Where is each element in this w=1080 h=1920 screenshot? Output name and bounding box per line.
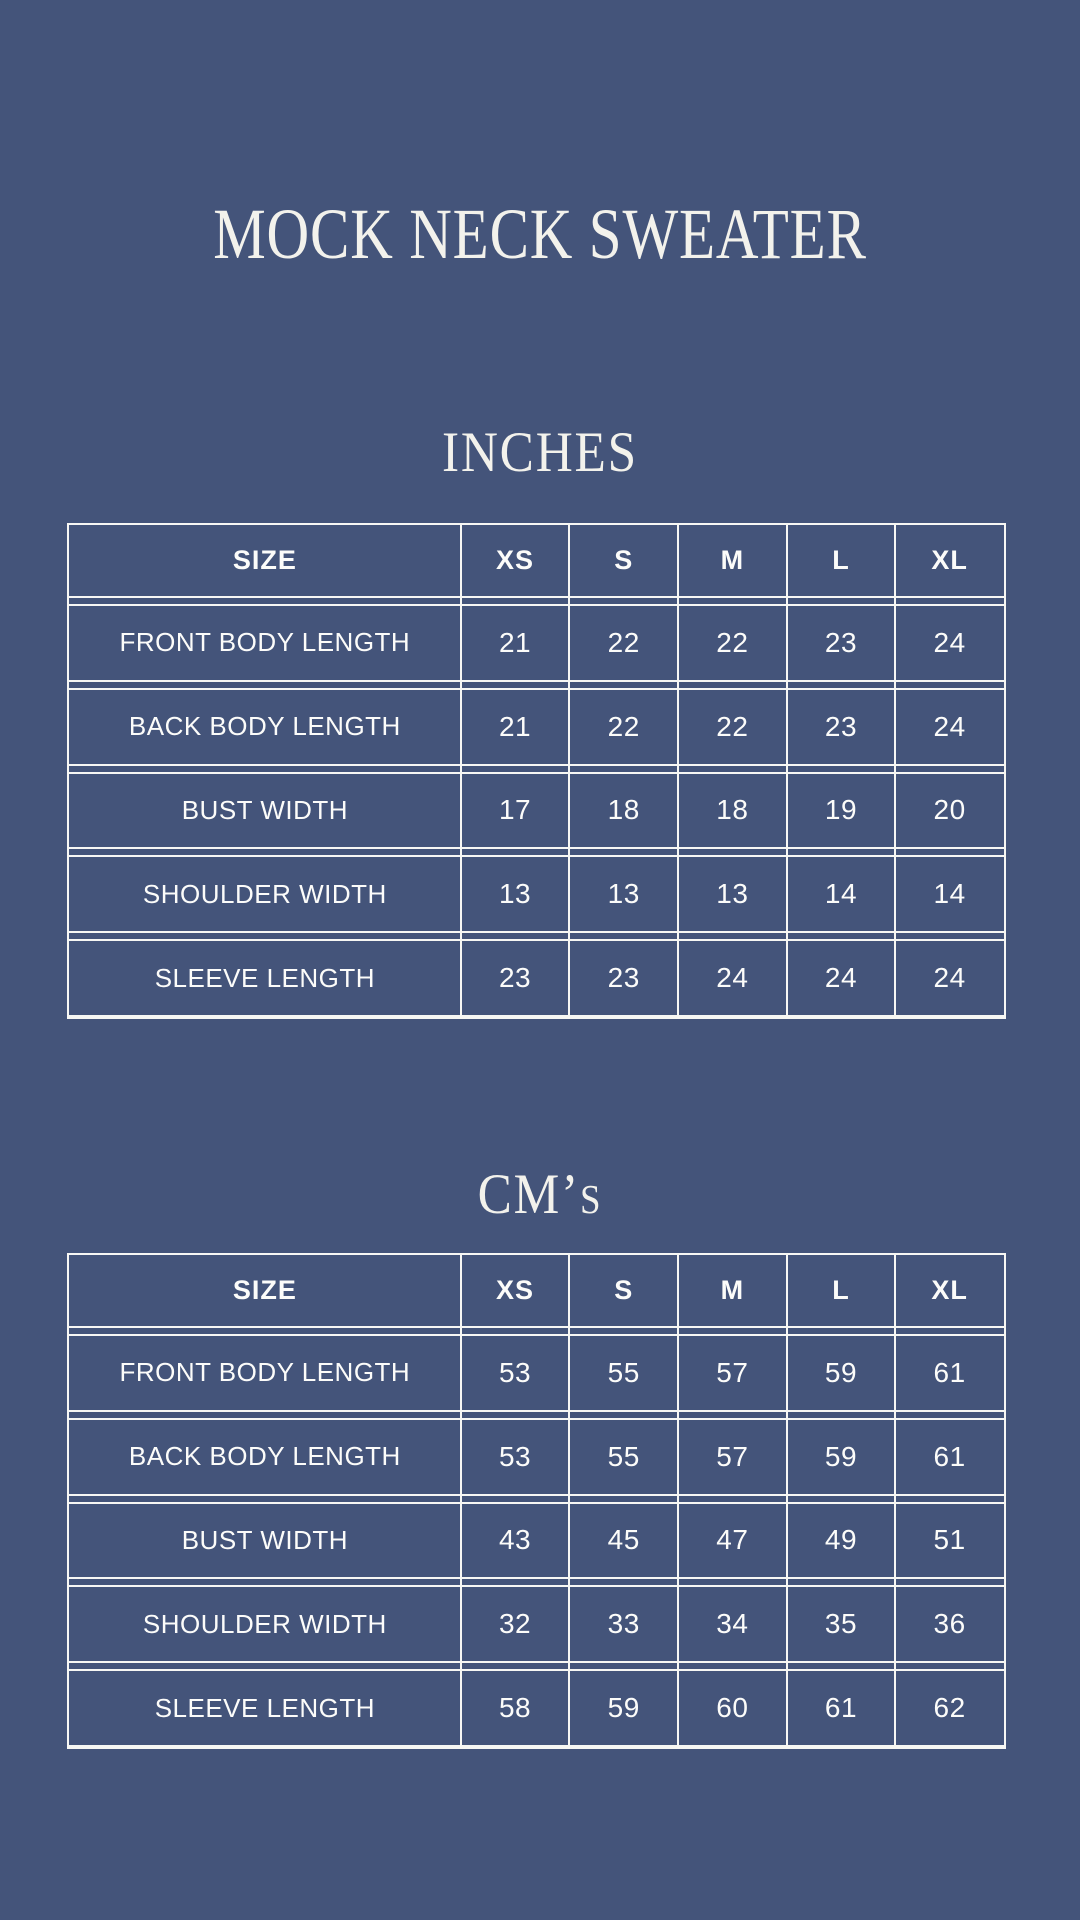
column-separator-line [460, 525, 462, 1017]
table-row [69, 1418, 1004, 1496]
row-label: FRONT BODY LENGTH [119, 1357, 411, 1388]
value-cell: 43 [498, 1524, 532, 1556]
value-cell: 32 [498, 1608, 532, 1640]
column-separator-line [786, 525, 788, 1017]
row-label: BACK BODY LENGTH [128, 1441, 401, 1472]
header-size-option: S [614, 1275, 634, 1305]
header-size-cell: SIZE [232, 1275, 297, 1305]
value-cell: 33 [607, 1608, 640, 1640]
value-cell: 36 [933, 1608, 966, 1640]
header-size-option: M [720, 1275, 745, 1305]
header-size-option: XL [931, 1275, 968, 1305]
value-cell: 23 [607, 962, 640, 994]
value-cell: 24 [933, 710, 966, 742]
value-cell: 24 [824, 962, 858, 994]
table-row [69, 1334, 1004, 1412]
table-row [69, 604, 1004, 682]
value-cell: 24 [933, 626, 966, 658]
value-cell: 51 [933, 1524, 966, 1556]
row-label: SLEEVE LENGTH [154, 962, 376, 993]
cm-heading-small-s: S [579, 1176, 603, 1222]
value-cell: 59 [824, 1356, 858, 1388]
value-cell: 55 [607, 1440, 640, 1472]
value-cell: 17 [498, 794, 532, 826]
value-cell: 20 [933, 794, 966, 826]
row-label: FRONT BODY LENGTH [119, 627, 411, 658]
value-cell: 13 [607, 878, 640, 910]
header-size-option: M [720, 545, 745, 575]
header-size-cell: SIZE [232, 545, 297, 575]
value-cell: 18 [607, 794, 640, 826]
table-row [69, 1585, 1004, 1663]
table-row [69, 688, 1004, 766]
row-label: SLEEVE LENGTH [154, 1692, 376, 1723]
value-cell: 23 [498, 962, 532, 994]
cm-size-table [67, 1253, 1006, 1749]
value-cell: 14 [824, 878, 858, 910]
value-cell: 21 [498, 626, 532, 658]
row-label: BACK BODY LENGTH [128, 711, 401, 742]
value-cell: 61 [824, 1692, 858, 1724]
value-cell: 24 [716, 962, 749, 994]
table-row [69, 1669, 1004, 1747]
header-size-option: L [832, 545, 850, 575]
row-label: SHOULDER WIDTH [142, 878, 387, 909]
value-cell: 47 [716, 1524, 749, 1556]
value-cell: 22 [607, 710, 640, 742]
inches-heading: INCHES [441, 421, 639, 484]
value-cell: 23 [824, 710, 858, 742]
value-cell: 59 [607, 1692, 640, 1724]
column-separator-line [894, 525, 896, 1017]
value-cell: 55 [607, 1356, 640, 1388]
value-cell: 14 [933, 878, 966, 910]
value-cell: 35 [824, 1608, 858, 1640]
header-size-option: XS [496, 545, 535, 575]
header-size-option: XS [496, 1275, 535, 1305]
value-cell: 22 [716, 626, 749, 658]
value-cell: 61 [933, 1356, 966, 1388]
table-row [69, 1502, 1004, 1580]
table-row [69, 772, 1004, 850]
row-label: BUST WIDTH [181, 1524, 349, 1555]
cm-heading-main: CM’ [477, 1163, 580, 1226]
column-separator-line [677, 1255, 679, 1747]
value-cell: 57 [716, 1440, 749, 1472]
column-separator-line [786, 1255, 788, 1747]
column-separator-line [677, 525, 679, 1017]
row-label: BUST WIDTH [181, 794, 349, 825]
header-size-option: S [614, 545, 634, 575]
value-cell: 13 [716, 878, 749, 910]
column-separator-line [568, 525, 570, 1017]
value-cell: 21 [498, 710, 532, 742]
value-cell: 62 [933, 1692, 966, 1724]
value-cell: 49 [824, 1524, 858, 1556]
value-cell: 19 [824, 794, 858, 826]
table-header-row [69, 525, 1004, 598]
value-cell: 23 [824, 626, 858, 658]
inches-size-table [67, 523, 1006, 1019]
value-cell: 24 [933, 962, 966, 994]
table-row [69, 855, 1004, 933]
value-cell: 61 [933, 1440, 966, 1472]
row-label: SHOULDER WIDTH [142, 1608, 387, 1639]
header-size-option: L [832, 1275, 850, 1305]
value-cell: 18 [716, 794, 749, 826]
value-cell: 22 [716, 710, 749, 742]
column-separator-line [894, 1255, 896, 1747]
cm-heading [54, 1163, 1026, 1226]
table-header-row [69, 1255, 1004, 1328]
header-size-option: XL [931, 545, 968, 575]
table-row [69, 939, 1004, 1017]
value-cell: 53 [498, 1440, 532, 1472]
column-separator-line [568, 1255, 570, 1747]
value-cell: 22 [607, 626, 640, 658]
value-cell: 57 [716, 1356, 749, 1388]
column-separator-line [460, 1255, 462, 1747]
value-cell: 45 [607, 1524, 640, 1556]
value-cell: 58 [498, 1692, 532, 1724]
value-cell: 59 [824, 1440, 858, 1472]
value-cell: 53 [498, 1356, 532, 1388]
page-title: MOCK NECK SWEATER [213, 194, 867, 274]
value-cell: 13 [498, 878, 532, 910]
value-cell: 60 [716, 1692, 749, 1724]
value-cell: 34 [716, 1608, 749, 1640]
